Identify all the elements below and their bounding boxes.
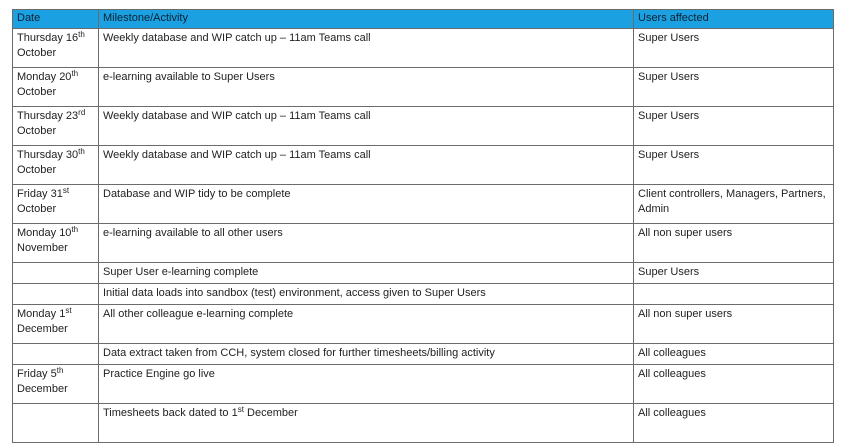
table-row — [13, 305, 834, 344]
date-cell-sup: st — [65, 306, 72, 315]
activity-cell-pre: Timesheets back dated to 1 — [103, 407, 238, 419]
date-cell-post: December — [17, 323, 68, 335]
date-cell-pre: Monday 20 — [17, 71, 72, 83]
table-row — [13, 344, 834, 365]
date-cell-post: October — [17, 47, 57, 59]
users-cell: Super Users — [634, 68, 834, 107]
date-cell-post: October — [17, 203, 57, 215]
table-row — [13, 365, 834, 404]
date-cell-post: November — [17, 242, 68, 254]
date-cell-pre: Monday 1 — [17, 308, 66, 320]
date-cell-pre: Monday 10 — [17, 227, 72, 239]
date-cell-pre: Thursday 16 — [17, 32, 79, 44]
users-cell: All colleagues — [634, 344, 834, 365]
activity-cell — [99, 185, 634, 224]
activity-cell-pre: All other colleague e-learning complete — [103, 308, 294, 320]
date-cell — [13, 305, 99, 344]
table-row — [13, 404, 834, 443]
date-cell — [13, 185, 99, 224]
date-cell-sup: th — [71, 225, 79, 234]
date-cell — [13, 344, 99, 365]
activity-cell-pre: Initial data loads into sandbox (test) environment, access given to Super Users — [103, 287, 486, 299]
header-row — [13, 10, 834, 29]
date-cell — [13, 263, 99, 284]
date-cell-pre: Friday 5 — [17, 368, 57, 380]
activity-cell — [99, 263, 634, 284]
activity-cell-post: December — [243, 407, 298, 419]
table-row — [13, 29, 834, 68]
date-cell-sup: th — [78, 30, 85, 39]
date-cell — [13, 365, 99, 404]
table-row — [13, 107, 834, 146]
table-row — [13, 185, 834, 224]
table-row — [13, 146, 834, 185]
date-cell — [13, 404, 99, 443]
users-cell: All non super users — [634, 224, 834, 263]
activity-cell — [99, 29, 634, 68]
date-cell-pre: Thursday 23 — [17, 110, 79, 122]
date-cell-sup: rd — [78, 108, 86, 117]
date-cell — [13, 29, 99, 68]
activity-cell-pre: e-learning available to Super Users — [103, 71, 275, 83]
milestone-table — [12, 9, 834, 443]
date-cell-pre: Friday 31 — [17, 188, 63, 200]
activity-cell-pre: Weekly database and WIP catch up – 11am Teams call — [103, 32, 371, 44]
users-cell: Super Users — [634, 263, 834, 284]
activity-cell — [99, 68, 634, 107]
activity-cell — [99, 224, 634, 263]
date-cell — [13, 68, 99, 107]
date-cell-pre: Thursday 30 — [17, 149, 79, 161]
date-cell-sup: th — [56, 366, 64, 375]
users-cell: Client controllers, Managers, Partners, Admin — [634, 185, 834, 224]
date-cell-sup: st — [62, 186, 70, 195]
users-cell: Super Users — [634, 29, 834, 68]
users-cell — [634, 284, 834, 305]
date-cell — [13, 107, 99, 146]
header-activity: Milestone/Activity — [99, 10, 634, 29]
date-cell-post: October — [17, 125, 57, 137]
activity-cell-pre: Practice Engine go live — [103, 368, 215, 380]
date-cell-post: December — [17, 383, 68, 395]
users-cell: Super Users — [634, 146, 834, 185]
activity-cell — [99, 305, 634, 344]
activity-cell-pre: Weekly database and WIP catch up – 11am Teams call — [103, 149, 371, 161]
activity-cell-pre: Super User e-learning complete — [103, 266, 259, 278]
users-cell: All colleagues — [634, 404, 834, 443]
date-cell-post: October — [17, 164, 57, 176]
activity-cell-pre: Database and WIP tidy to be complete — [103, 188, 291, 200]
activity-cell — [99, 365, 634, 404]
users-cell: All non super users — [634, 305, 834, 344]
table-row — [13, 224, 834, 263]
activity-cell — [99, 146, 634, 185]
table-row — [13, 68, 834, 107]
date-cell — [13, 146, 99, 185]
header-date: Date — [13, 10, 99, 29]
date-cell-sup: th — [71, 69, 79, 78]
table-row — [13, 263, 834, 284]
activity-cell-sup: st — [237, 405, 244, 414]
header-users: Users affected — [634, 10, 834, 29]
date-cell — [13, 284, 99, 305]
activity-cell — [99, 344, 634, 365]
activity-cell-pre: e-learning available to all other users — [103, 227, 283, 239]
activity-cell — [99, 284, 634, 305]
activity-cell-pre: Weekly database and WIP catch up – 11am Teams call — [103, 110, 371, 122]
date-cell-sup: th — [78, 147, 85, 156]
activity-cell-pre: Data extract taken from CCH, system closed for further timesheets/billing activity — [103, 347, 495, 359]
users-cell: All colleagues — [634, 365, 834, 404]
date-cell-post: October — [17, 86, 57, 98]
table-body — [13, 29, 834, 443]
users-cell: Super Users — [634, 107, 834, 146]
table-row — [13, 284, 834, 305]
date-cell — [13, 224, 99, 263]
activity-cell — [99, 404, 634, 443]
activity-cell — [99, 107, 634, 146]
